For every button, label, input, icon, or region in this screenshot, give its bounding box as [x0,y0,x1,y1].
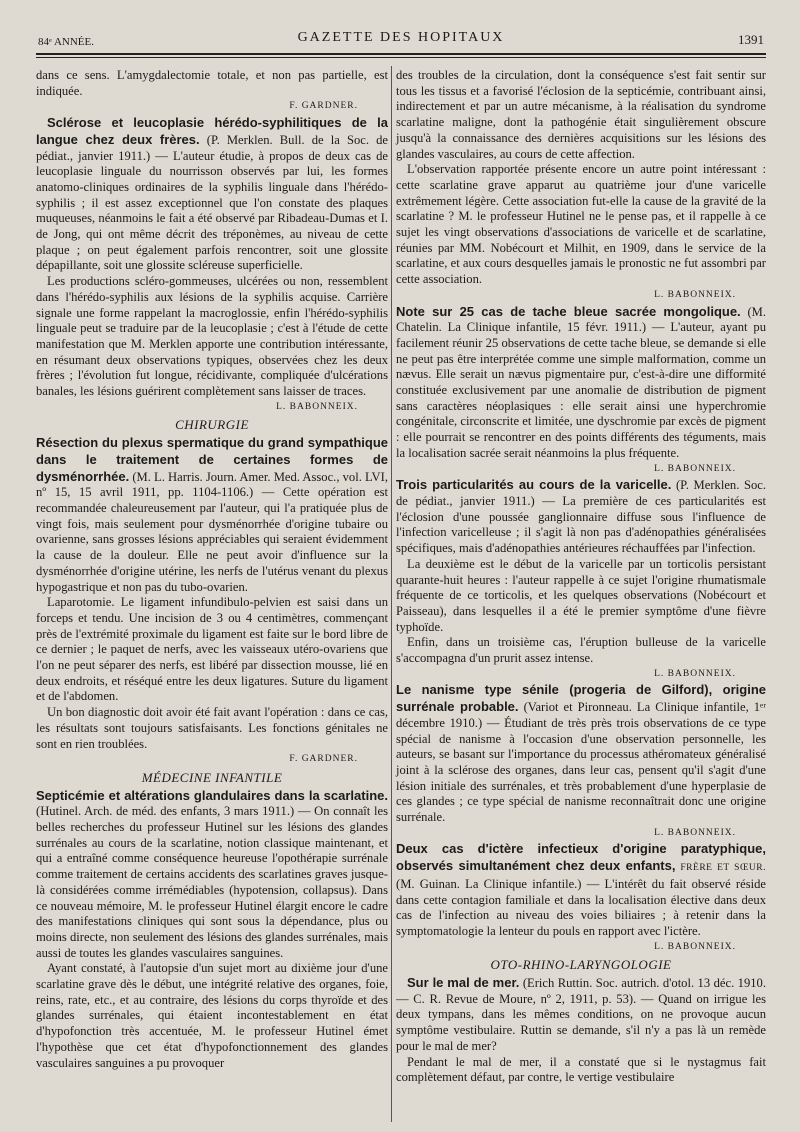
article-body: (P. Merklen. Bull. de la Soc. de pédiat., janvier 1911.) — L'auteur étudie, à propos de deux cas de leucoplasie linguale du nourrisson observés par lui, les formes anatomo-cliniques ordinaires de la syphilis linguale dans l'hérédo-syphilis ; il est assez exceptionnel que l'on constate des plaques muqueuses, néanmoins le fait a été observé par Ribadeau-Dumas et I. de Jong, qui ont même décrit des tréponèmes, au niveau de cette plaque ; on peut également parfois rencontrer, soit une glossite dépapillante, soit une glossite scléreuse superficielle. [36,132,388,273]
article-nanisme [396,682,766,825]
article-body: (Variot et Pironneau. La Clinique infantile, 1ᵉʳ décembre 1910.) — Étudiant de très près trois observations de ce type spécial de nanisme à l'occasion d'une observation personnelle, les auteurs, se basant sur l'importance du processus athéromateux généralisé joint à la sclérose des organes, dans leur cas, pensent qu'il s'agit d'une lésion initiale des surrénales, et très probablement d'une hyperplasie de ces glandes ; ce type spécial de nanisme reconnaîtrait donc une origine surrénale. [396,700,766,825]
article-title: Septicémie et altérations glandulaires dans la scarlatine. [36,787,388,803]
article-septicemie [36,788,388,962]
article-resection [36,435,388,595]
article-sclerose [36,115,388,274]
author-signature: L. BABONNEIX. [654,827,736,838]
author-signature: L. BABONNEIX. [276,401,358,412]
article-title: Résection du plexus spermatique du grand sympathique dans le traitement de certaines formes de dysménorrhée. [36,435,388,484]
paragraph: Enfin, dans un troisième cas, l'éruption bulleuse de la varicelle s'accompagna d'un prurit assez intense. [396,635,766,666]
article-body: (M. Guinan. La Clinique infantile.) — L'intérêt du fait observé réside dans cette contagion familiale et dans la localisation élective dans deux cas de l'infection au niveau des voies biliaires ; à retenir dans la symptomatologie la lenteur du pouls en rapport avec l'ictère. [396,876,766,938]
author-signature: F. GARDNER. [289,101,358,112]
article-title: Deux cas d'ictère infectieux d'origine paratyphique, observés simultanément chez deux enfants, [396,841,766,874]
paragraph: Laparotomie. Le ligament infundibulo-pelvien est saisi dans un forceps et tendu. Une incision de 3 ou 4 centimètres, commençant près de l'extrémité proximale du ligament est faite sur le bord libre de ce dernier ; le paquet de nerfs, avec les vaisseaux utéro-ovariens que l'on ne peut séparer des nerfs, est libéré par dissection mousse, lié en deux endroits, et réséqué entre les deux ligatures. Suture du ligament et de l'abdomen. [36,595,388,704]
column-divider [391,66,392,1122]
paragraph: Un bon diagnostic doit avoir été fait avant l'opération : dans ce cas, les résultats sont toujours satisfaisants. Les fonctions génitales ne sont en rien troublées. [36,705,388,751]
section-heading-medecine-infantile: MÉDECINE INFANTILE [141,769,283,785]
section-heading-chirurgie: CHIRURGIE [175,417,249,433]
year-label: 84ᵉ ANNÉE. [38,36,94,48]
author-signature: L. BABONNEIX. [654,941,736,952]
right-column [396,68,766,1086]
page-header [38,30,764,52]
article-body: (Erich Ruttin. Soc. autrich. d'otol. 13 déc. 1910. — C. R. Revue de Moure, nº 2, 1911, p. 53). — Quand on irrigue les deux tympans, dans les mêmes conditions, on ne provoque aucun symptôme vestibulaire. Ruttin se demande, s'il n'y a pas là un remède pour le mal de mer? [396,976,766,1053]
section-heading-oto-rhino: OTO-RHINO-LARYNGOLOGIE [490,957,672,973]
article-mal-de-mer [396,975,766,1055]
article-body: (P. Merklen. Soc. de pédiat., janvier 1911.) — La première de ces particularités est l'éclosion d'une poussée ganglionnaire diffuse sous l'influence de l'infection varicelleuse ; il s'agit là non pas d'adénopathies généralisées spécifiques, mais d'adénopathies antérieures réchauffées par l'infection. [396,478,766,556]
article-title: Trois particularités au cours de la varicelle. [396,477,672,493]
article-ictere [396,841,766,939]
article-body: (Hutinel. Arch. de méd. des enfants, 3 mars 1911.) — On connaît les belles recherches du professeur Hutinel sur les lésions des glandes surrénales au cours de la scarlatine, notion classique maintenant, et qui a entraîné comme conséquence heureuse l'opothérapie surrénale comme traitement de certains accidents des scarlatines graves jusque-là considérées comme irrémédiables (hypotension, collapsus). Dans ce nouveau mémoire, M. le professeur Hutinel élargit encore le cadre des manifestations cliniques qui sont sous la dépendance, plus ou moins directe, non seulement des lésions des glandes surrénales, mais aussi de toutes les glandes vasculaires sanguines. [36,804,388,960]
header-rule-thick [36,53,766,55]
paragraph: Ayant constaté, à l'autopsie d'un sujet mort au dixième jour d'une scarlatine grave dès le début, une intégrité relative des organes, foie, reins, rate, etc., et au contraire, des lésions du corps thyroïde et des glandes surrénales, qui étaient incontestablement en état d'hypofonction très accentuée, M. le professeur Hutinel émet l'hypothèse que cet état d'hypofonctionnement des glandes vasculaires sanguines a pu provoquer [36,961,388,1070]
paragraph: Pendant le mal de mer, il a constaté que si le nystagmus fait complètement défaut, par contre, le vertige vestibulaire [396,1054,766,1085]
paragraph: des troubles de la circulation, dont la conséquence s'est fait sentir sur tous les tissus et a favorisé l'éclosion de la septicémie, contribuant ainsi, indirectement et par un autre mécanisme, à la réalisation du syndrome scarlatine maligne, dont la pathogénie était singulièrement obscure jusqu'à la connaissance des dernières acquisitions sur les lésions des glandes vasculaires, au cours de cette affection. [396,68,766,161]
paragraph: Les productions scléro-gommeuses, ulcérées ou non, ressemblent dans l'hérédo-syphilis aux lésions de la syphilis acquise. Carrière signale une forme rappelant la macroglossie, enfin l'hérédo-syphilis linguale peut se traduire par de la leucoplasie ; c'est à l'étude de cette manifestation que M. Merklen apporte une contribution intéressante, en résumant deux observations typiques, observées chez les deux frères ; l'évolution fut longue, récidivante, compliquée d'ulcérations banales, les lésions guérirent complètement sans laisser de traces. [36,274,388,399]
article-varicelle [396,477,766,557]
article-title: Le nanisme type sénile (progeria de Gilford), origine surrénale probable. [396,682,766,715]
header-rule-thin [36,57,766,58]
author-signature: F. GARDNER. [289,754,358,765]
article-title: Sur le mal de mer. [407,975,520,991]
article-tag: FRÈRE ET SŒUR. [680,863,766,874]
left-column [36,68,388,1071]
article-body: (M. L. Harris. Journ. Amer. Med. Assoc., vol. LVI, nº 15, 15 avril 1911, pp. 1104-1106.) — Cette opération est recommandée chaleureusement par l'auteur, qui l'a pratiquée plus de vingt fois, mais seulement pour dysménorrhée d'origine tubaire ou ovarienne, sans grosses lésions appréciables qui seraient évidemment la cause de la douleur. Elle ne peut avoir d'influence sur la dysménorrhée d'origine utérine, les nerfs de l'utérus venant du plexus hypogastrique et non pas du tubo-ovarien. [36,469,388,594]
article-body: (M. Chatelin. La Clinique infantile, 15 févr. 1911.) — L'auteur, ayant pu facilement réunir 25 observations de cette tache bleue, se demande si elle ne peut pas être interprétée comme une simple malformation, comme un nævus. Elle serait un nævus pigmentaire pur, c'est-à-dire une difformité constituée exclusivement par une anomalie de distribution de pigment sans caractères néoplasiques : elle serait ainsi une hyperchromie congénitale, circonscrite et limitée, une dyschromie par excès de pigment : elle pourrait se rencontrer en des points différents des téguments, mais la localisation sacrée serait néanmoins la plus fréquente. [396,304,766,460]
article-title: Note sur 25 cas de tache bleue sacrée mongolique. [396,303,741,319]
paragraph: dans ce sens. L'amygdalectomie totale, et non pas partielle, est indiquée. [36,68,388,98]
journal-title: GAZETTE DES HOPITAUX [297,30,505,45]
author-signature: L. BABONNEIX. [654,289,736,300]
page-number: 1391 [738,32,764,47]
article-tache-bleue [396,304,766,462]
article-title: Sclérose et leucoplasie hérédo-syphilitiques de la langue chez deux frères. [36,115,388,147]
paragraph: L'observation rapportée présente encore un autre point intéressant : cette scarlatine grave apparut au quatrième jour d'une varicelle extrêmement légère. Cette association fut-elle la cause de la gravité de la scarlatine ? M. le professeur Hutinel ne le pense pas, et il rappelle à ce sujet les vingt observations d'associations de varicelle et de scarlatine, réunies par MM. Nobécourt et Milhit, en 1909, dans le service de la scarlatine, et aux cours desquelles jamais le pronostic ne fut assombri par cette association. [396,162,766,287]
author-signature: L. BABONNEIX. [654,463,736,474]
paragraph: La deuxième est le début de la varicelle par un torticolis persistant quarante-huit heures : l'auteur rappelle à ce sujet l'origine rhumatismale fréquente de ce torticolis, et les quelques observations (Nobécourt et Paisseau), dans lesquelles il a été le premier symptôme d'une fièvre typhoïde. [396,556,766,634]
author-signature: L. BABONNEIX. [654,668,736,679]
